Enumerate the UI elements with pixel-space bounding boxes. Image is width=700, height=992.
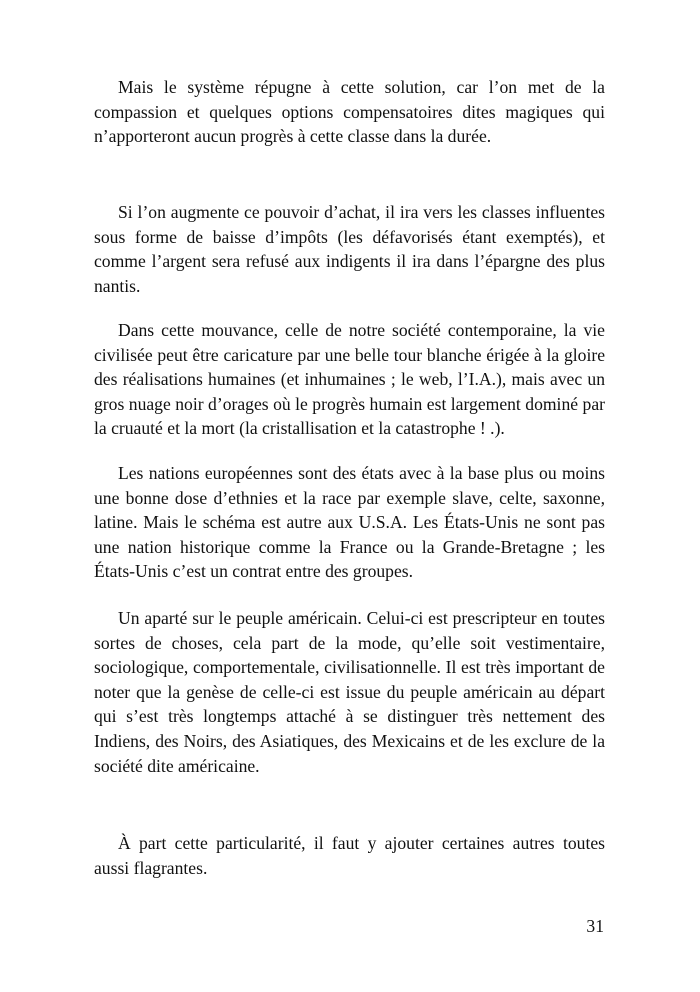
paragraph: Mais le système répugne à cette solution, car l’on met de la compassion et quelques options compensatoires dites magiques qui n’apporteront aucun progrès à cette classe dans la durée. <box>94 77 605 147</box>
paragraph: Un aparté sur le peuple américain. Celui-ci est prescripteur en toutes sortes de choses, cela part de la mode, qu’elle soit vestimentaire, sociologique, comportementale, civilisationnelle. Il est très important de noter que la genèse de celle-ci est issue du peuple américain au départ qui s’est très longtemps attaché à se distinguer très nettement des Indiens, des Noirs, des Asiatiques, des Mexicains et de les exclure de la société dite américaine. <box>94 608 605 776</box>
paragraph: À part cette particularité, il faut y ajouter certaines autres toutes aussi flagrantes. <box>94 833 605 878</box>
paragraph: Si l’on augmente ce pouvoir d’achat, il ira vers les classes influentes sous forme de baisse d’impôts (les défavorisés étant exemptés), et comme l’argent sera refusé aux indigents il ira dans l’épargne des plus nantis. <box>94 202 605 296</box>
paragraph: Les nations européennes sont des états avec à la base plus ou moins une bonne dose d’ethnies et la race par exemple slave, celte, saxonne, latine. Mais le schéma est autre aux U.S.A. Les États-Unis ne sont pas une nation historique comme la France ou la Grande-Bretagne ; les États-Unis c’est un contrat entre des groupes. <box>94 463 605 582</box>
page-number: 31 <box>586 916 604 936</box>
paragraph: Dans cette mouvance, celle de notre société contemporaine, la vie civilisée peut être caricature par une belle tour blanche érigée à la gloire des réalisations humaines (et inhumaines ; le web, l’I.A.), mais avec un gros nuage noir d’orages où le progrès humain est largement dominé par la cruauté et la mort (la cristallisation et la catastrophe ! .). <box>94 320 605 439</box>
